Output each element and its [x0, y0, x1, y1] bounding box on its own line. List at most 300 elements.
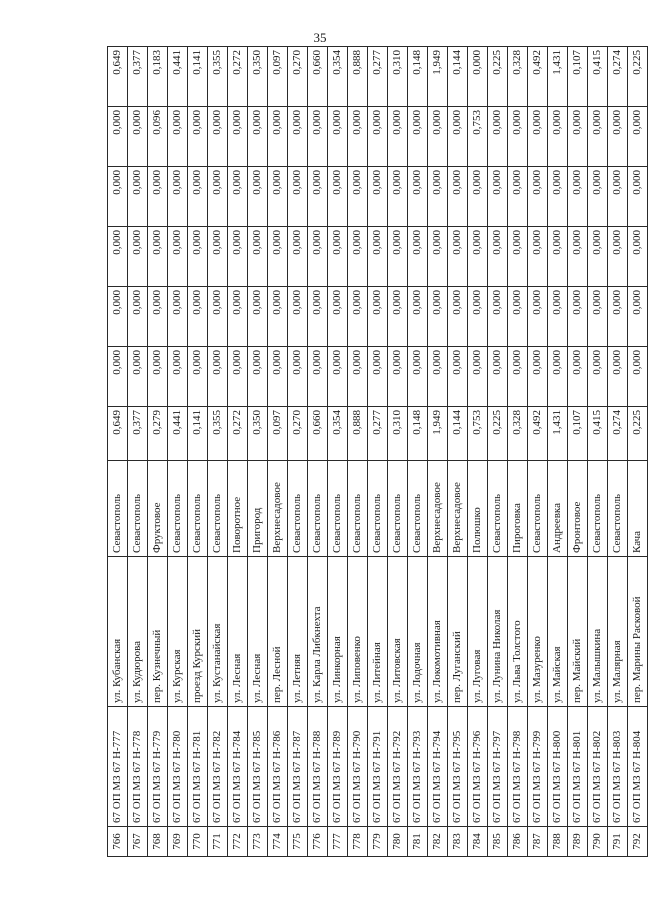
value-1-cell: 0,000 [268, 347, 288, 407]
road-id-cell: 67 ОП МЗ 67 Н-795 [448, 707, 468, 827]
value-6-cell: 0,354 [328, 47, 348, 107]
locality-cell: Андреевка [548, 461, 568, 557]
locality-cell: Севастополь [348, 461, 368, 557]
street-name-cell: ул. Линкорная [328, 557, 348, 707]
street-name-cell: ул. Литейная [368, 557, 388, 707]
value-6-cell: 1,431 [548, 47, 568, 107]
value-5-cell: 0,000 [328, 107, 348, 167]
value-4-cell: 0,000 [348, 167, 368, 227]
street-name-cell: ул. Лесная [228, 557, 248, 707]
value-5-cell: 0,000 [248, 107, 268, 167]
value-1-cell: 0,000 [488, 347, 508, 407]
value-5-cell: 0,000 [348, 107, 368, 167]
value-1-cell: 0,000 [588, 347, 608, 407]
value-1-cell: 0,000 [468, 347, 488, 407]
value-4-cell: 0,000 [628, 167, 648, 227]
locality-cell: Пригород [248, 461, 268, 557]
value-4-cell: 0,000 [328, 167, 348, 227]
value-2-cell: 0,000 [468, 287, 488, 347]
road-id-cell: 67 ОП МЗ 67 Н-780 [168, 707, 188, 827]
value-2-cell: 0,000 [588, 287, 608, 347]
locality-cell: Фруктовое [148, 461, 168, 557]
value-5-cell: 0,096 [148, 107, 168, 167]
value-6-cell: 0,328 [508, 47, 528, 107]
road-id-cell: 67 ОП МЗ 67 Н-792 [388, 707, 408, 827]
value-2-cell: 0,000 [608, 287, 628, 347]
value-3-cell: 0,000 [168, 227, 188, 287]
locality-cell: Фронтовое [568, 461, 588, 557]
value-5-cell: 0,000 [228, 107, 248, 167]
length-cell: 0,277 [368, 407, 388, 461]
value-5-cell: 0,000 [388, 107, 408, 167]
row-number-cell: 774 [268, 827, 288, 857]
value-3-cell: 0,000 [408, 227, 428, 287]
table-row [108, 47, 128, 857]
value-1-cell: 0,000 [108, 347, 128, 407]
road-id-cell: 67 ОП МЗ 67 Н-777 [108, 707, 128, 827]
table-row [448, 47, 468, 857]
value-6-cell: 0,660 [308, 47, 328, 107]
value-3-cell: 0,000 [348, 227, 368, 287]
value-3-cell: 0,000 [508, 227, 528, 287]
row-number-cell: 782 [428, 827, 448, 857]
value-3-cell: 0,000 [448, 227, 468, 287]
row-number-cell: 779 [368, 827, 388, 857]
road-id-cell: 67 ОП МЗ 67 Н-786 [268, 707, 288, 827]
locality-cell: Севастополь [408, 461, 428, 557]
value-6-cell: 0,183 [148, 47, 168, 107]
value-6-cell: 1,949 [428, 47, 448, 107]
value-2-cell: 0,000 [368, 287, 388, 347]
road-id-cell: 67 ОП МЗ 67 Н-789 [328, 707, 348, 827]
road-id-cell: 67 ОП МЗ 67 Н-803 [608, 707, 628, 827]
value-2-cell: 0,000 [248, 287, 268, 347]
table-row [488, 47, 508, 857]
table-row [228, 47, 248, 857]
value-3-cell: 0,000 [368, 227, 388, 287]
row-number-cell: 787 [528, 827, 548, 857]
length-cell: 0,354 [328, 407, 348, 461]
value-4-cell: 0,000 [228, 167, 248, 227]
value-1-cell: 0,000 [208, 347, 228, 407]
row-number-cell: 783 [448, 827, 468, 857]
value-2-cell: 0,000 [228, 287, 248, 347]
value-5-cell: 0,000 [528, 107, 548, 167]
value-4-cell: 0,000 [148, 167, 168, 227]
street-name-cell: ул. Кустанайская [208, 557, 228, 707]
street-name-cell: ул. Кубанская [108, 557, 128, 707]
value-5-cell: 0,000 [408, 107, 428, 167]
value-3-cell: 0,000 [228, 227, 248, 287]
value-1-cell: 0,000 [548, 347, 568, 407]
table-row [168, 47, 188, 857]
road-id-cell: 67 ОП МЗ 67 Н-778 [128, 707, 148, 827]
value-5-cell: 0,000 [588, 107, 608, 167]
locality-cell: Севастополь [108, 461, 128, 557]
value-6-cell: 0,441 [168, 47, 188, 107]
value-5-cell: 0,000 [568, 107, 588, 167]
table-row [328, 47, 348, 857]
value-4-cell: 0,000 [428, 167, 448, 227]
roads-register-table [107, 46, 648, 857]
value-1-cell: 0,000 [248, 347, 268, 407]
value-1-cell: 0,000 [628, 347, 648, 407]
street-name-cell: ул. Луговая [468, 557, 488, 707]
value-4-cell: 0,000 [248, 167, 268, 227]
value-2-cell: 0,000 [348, 287, 368, 347]
locality-cell: Севастополь [168, 461, 188, 557]
value-6-cell: 0,492 [528, 47, 548, 107]
value-6-cell: 0,148 [408, 47, 428, 107]
length-cell: 0,141 [188, 407, 208, 461]
value-6-cell: 0,355 [208, 47, 228, 107]
value-4-cell: 0,000 [608, 167, 628, 227]
table-row [408, 47, 428, 857]
value-2-cell: 0,000 [428, 287, 448, 347]
value-2-cell: 0,000 [108, 287, 128, 347]
row-number-cell: 789 [568, 827, 588, 857]
row-number-cell: 768 [148, 827, 168, 857]
row-number-cell: 766 [108, 827, 128, 857]
length-cell: 0,310 [388, 407, 408, 461]
value-4-cell: 0,000 [408, 167, 428, 227]
value-5-cell: 0,000 [448, 107, 468, 167]
value-3-cell: 0,000 [568, 227, 588, 287]
table-row [128, 47, 148, 857]
value-4-cell: 0,000 [568, 167, 588, 227]
value-2-cell: 0,000 [528, 287, 548, 347]
road-id-cell: 67 ОП МЗ 67 Н-802 [588, 707, 608, 827]
table-row [628, 47, 648, 857]
road-id-cell: 67 ОП МЗ 67 Н-801 [568, 707, 588, 827]
locality-cell: Севастополь [208, 461, 228, 557]
table-row [528, 47, 548, 857]
value-1-cell: 0,000 [408, 347, 428, 407]
row-number-cell: 776 [308, 827, 328, 857]
street-name-cell: ул. Локомотивная [428, 557, 448, 707]
road-id-cell: 67 ОП МЗ 67 Н-784 [228, 707, 248, 827]
value-1-cell: 0,000 [188, 347, 208, 407]
value-6-cell: 0,097 [268, 47, 288, 107]
table-row [548, 47, 568, 857]
street-name-cell: пер. Марины Расковой [628, 557, 648, 707]
locality-cell: Севастополь [128, 461, 148, 557]
street-name-cell: проезд Курский [188, 557, 208, 707]
street-name-cell: ул. Литовская [388, 557, 408, 707]
value-1-cell: 0,000 [348, 347, 368, 407]
value-1-cell: 0,000 [288, 347, 308, 407]
street-name-cell: пер. Лесной [268, 557, 288, 707]
value-2-cell: 0,000 [128, 287, 148, 347]
value-3-cell: 0,000 [528, 227, 548, 287]
value-5-cell: 0,000 [188, 107, 208, 167]
value-1-cell: 0,000 [448, 347, 468, 407]
value-3-cell: 0,000 [608, 227, 628, 287]
value-3-cell: 0,000 [328, 227, 348, 287]
length-cell: 0,144 [448, 407, 468, 461]
road-id-cell: 67 ОП МЗ 67 Н-797 [488, 707, 508, 827]
street-name-cell: ул. Майская [548, 557, 568, 707]
road-id-cell: 67 ОП МЗ 67 Н-796 [468, 707, 488, 827]
row-number-cell: 767 [128, 827, 148, 857]
table-row [608, 47, 628, 857]
locality-cell: Верхнесадовое [448, 461, 468, 557]
value-3-cell: 0,000 [128, 227, 148, 287]
road-id-cell: 67 ОП МЗ 67 Н-799 [528, 707, 548, 827]
value-6-cell: 0,270 [288, 47, 308, 107]
table-row [268, 47, 288, 857]
value-3-cell: 0,000 [268, 227, 288, 287]
road-id-cell: 67 ОП МЗ 67 Н-782 [208, 707, 228, 827]
length-cell: 0,328 [508, 407, 528, 461]
value-3-cell: 0,000 [388, 227, 408, 287]
value-1-cell: 0,000 [308, 347, 328, 407]
value-3-cell: 0,000 [208, 227, 228, 287]
value-5-cell: 0,000 [628, 107, 648, 167]
locality-cell: Поворотное [228, 461, 248, 557]
value-5-cell: 0,000 [488, 107, 508, 167]
value-1-cell: 0,000 [388, 347, 408, 407]
value-5-cell: 0,000 [608, 107, 628, 167]
road-id-cell: 67 ОП МЗ 67 Н-779 [148, 707, 168, 827]
length-cell: 0,097 [268, 407, 288, 461]
value-5-cell: 0,000 [368, 107, 388, 167]
locality-cell: Севастополь [288, 461, 308, 557]
value-4-cell: 0,000 [368, 167, 388, 227]
value-6-cell: 0,415 [588, 47, 608, 107]
street-name-cell: пер. Луганский [448, 557, 468, 707]
value-6-cell: 0,225 [628, 47, 648, 107]
length-cell: 0,107 [568, 407, 588, 461]
value-6-cell: 0,272 [228, 47, 248, 107]
locality-cell: Севастополь [328, 461, 348, 557]
value-1-cell: 0,000 [608, 347, 628, 407]
value-4-cell: 0,000 [388, 167, 408, 227]
table-body [108, 47, 648, 857]
value-1-cell: 0,000 [128, 347, 148, 407]
value-4-cell: 0,000 [468, 167, 488, 227]
value-6-cell: 0,144 [448, 47, 468, 107]
value-4-cell: 0,000 [188, 167, 208, 227]
value-6-cell: 0,350 [248, 47, 268, 107]
value-2-cell: 0,000 [328, 287, 348, 347]
value-3-cell: 0,000 [468, 227, 488, 287]
value-2-cell: 0,000 [268, 287, 288, 347]
length-cell: 0,148 [408, 407, 428, 461]
table-row [348, 47, 368, 857]
value-4-cell: 0,000 [588, 167, 608, 227]
row-number-cell: 769 [168, 827, 188, 857]
value-2-cell: 0,000 [168, 287, 188, 347]
road-id-cell: 67 ОП МЗ 67 Н-794 [428, 707, 448, 827]
value-3-cell: 0,000 [588, 227, 608, 287]
value-6-cell: 0,274 [608, 47, 628, 107]
locality-cell: Севастополь [488, 461, 508, 557]
value-6-cell: 0,107 [568, 47, 588, 107]
locality-cell: Севастополь [388, 461, 408, 557]
value-2-cell: 0,000 [308, 287, 328, 347]
value-1-cell: 0,000 [528, 347, 548, 407]
value-2-cell: 0,000 [628, 287, 648, 347]
length-cell: 0,270 [288, 407, 308, 461]
value-1-cell: 0,000 [368, 347, 388, 407]
value-6-cell: 0,225 [488, 47, 508, 107]
row-number-cell: 781 [408, 827, 428, 857]
value-1-cell: 0,000 [328, 347, 348, 407]
locality-cell: Пироговка [508, 461, 528, 557]
page-number: 35 [313, 30, 327, 45]
rotated-table-container [107, 47, 643, 857]
locality-cell: Севастополь [528, 461, 548, 557]
value-5-cell: 0,000 [428, 107, 448, 167]
street-name-cell: ул. Летняя [288, 557, 308, 707]
value-3-cell: 0,000 [188, 227, 208, 287]
locality-cell: Севастополь [588, 461, 608, 557]
length-cell: 1,949 [428, 407, 448, 461]
value-3-cell: 0,000 [248, 227, 268, 287]
value-2-cell: 0,000 [448, 287, 468, 347]
row-number-cell: 771 [208, 827, 228, 857]
table-row [568, 47, 588, 857]
street-name-cell: ул. Кудюрова [128, 557, 148, 707]
value-1-cell: 0,000 [148, 347, 168, 407]
road-id-cell: 67 ОП МЗ 67 Н-798 [508, 707, 528, 827]
length-cell: 0,660 [308, 407, 328, 461]
length-cell: 0,377 [128, 407, 148, 461]
road-id-cell: 67 ОП МЗ 67 Н-793 [408, 707, 428, 827]
value-1-cell: 0,000 [228, 347, 248, 407]
value-2-cell: 0,000 [548, 287, 568, 347]
table-row [188, 47, 208, 857]
value-6-cell: 0,377 [128, 47, 148, 107]
value-5-cell: 0,000 [168, 107, 188, 167]
value-1-cell: 0,000 [428, 347, 448, 407]
value-5-cell: 0,753 [468, 107, 488, 167]
row-number-cell: 792 [628, 827, 648, 857]
value-4-cell: 0,000 [528, 167, 548, 227]
row-number-cell: 775 [288, 827, 308, 857]
value-5-cell: 0,000 [548, 107, 568, 167]
value-4-cell: 0,000 [128, 167, 148, 227]
length-cell: 0,272 [228, 407, 248, 461]
value-2-cell: 0,000 [148, 287, 168, 347]
value-3-cell: 0,000 [308, 227, 328, 287]
value-3-cell: 0,000 [488, 227, 508, 287]
length-cell: 0,492 [528, 407, 548, 461]
value-4-cell: 0,000 [548, 167, 568, 227]
value-2-cell: 0,000 [288, 287, 308, 347]
locality-cell: Полюшко [468, 461, 488, 557]
length-cell: 0,274 [608, 407, 628, 461]
locality-cell: Севастополь [308, 461, 328, 557]
locality-cell: Севастополь [188, 461, 208, 557]
value-6-cell: 0,310 [388, 47, 408, 107]
length-cell: 0,350 [248, 407, 268, 461]
road-id-cell: 67 ОП МЗ 67 Н-788 [308, 707, 328, 827]
length-cell: 0,888 [348, 407, 368, 461]
row-number-cell: 791 [608, 827, 628, 857]
row-number-cell: 790 [588, 827, 608, 857]
value-6-cell: 0,649 [108, 47, 128, 107]
value-1-cell: 0,000 [168, 347, 188, 407]
locality-cell: Севастополь [368, 461, 388, 557]
value-6-cell: 0,888 [348, 47, 368, 107]
table-row [428, 47, 448, 857]
street-name-cell: ул. Липовенко [348, 557, 368, 707]
value-5-cell: 0,000 [128, 107, 148, 167]
value-5-cell: 0,000 [288, 107, 308, 167]
value-2-cell: 0,000 [388, 287, 408, 347]
road-id-cell: 67 ОП МЗ 67 Н-781 [188, 707, 208, 827]
length-cell: 0,355 [208, 407, 228, 461]
value-3-cell: 0,000 [548, 227, 568, 287]
value-1-cell: 0,000 [568, 347, 588, 407]
length-cell: 0,649 [108, 407, 128, 461]
value-5-cell: 0,000 [508, 107, 528, 167]
table-row [208, 47, 228, 857]
value-6-cell: 0,000 [468, 47, 488, 107]
value-4-cell: 0,000 [168, 167, 188, 227]
value-4-cell: 0,000 [488, 167, 508, 227]
length-cell: 1,431 [548, 407, 568, 461]
street-name-cell: ул. Малярная [608, 557, 628, 707]
road-id-cell: 67 ОП МЗ 67 Н-804 [628, 707, 648, 827]
table-row [148, 47, 168, 857]
street-name-cell: ул. Льва Толстого [508, 557, 528, 707]
value-2-cell: 0,000 [408, 287, 428, 347]
value-2-cell: 0,000 [508, 287, 528, 347]
value-3-cell: 0,000 [628, 227, 648, 287]
value-5-cell: 0,000 [108, 107, 128, 167]
street-name-cell: ул. Малышкина [588, 557, 608, 707]
road-id-cell: 67 ОП МЗ 67 Н-787 [288, 707, 308, 827]
row-number-cell: 784 [468, 827, 488, 857]
value-3-cell: 0,000 [428, 227, 448, 287]
value-5-cell: 0,000 [308, 107, 328, 167]
street-name-cell: ул. Лунина Николая [488, 557, 508, 707]
table-row [288, 47, 308, 857]
value-4-cell: 0,000 [208, 167, 228, 227]
value-4-cell: 0,000 [308, 167, 328, 227]
road-id-cell: 67 ОП МЗ 67 Н-785 [248, 707, 268, 827]
row-number-cell: 778 [348, 827, 368, 857]
length-cell: 0,415 [588, 407, 608, 461]
row-number-cell: 772 [228, 827, 248, 857]
road-id-cell: 67 ОП МЗ 67 Н-791 [368, 707, 388, 827]
value-3-cell: 0,000 [288, 227, 308, 287]
table-row [508, 47, 528, 857]
length-cell: 0,225 [488, 407, 508, 461]
street-name-cell: ул. Карла Либкнехта [308, 557, 328, 707]
value-2-cell: 0,000 [568, 287, 588, 347]
length-cell: 0,279 [148, 407, 168, 461]
value-6-cell: 0,141 [188, 47, 208, 107]
locality-cell: Верхнесадовое [428, 461, 448, 557]
table-row [368, 47, 388, 857]
value-2-cell: 0,000 [188, 287, 208, 347]
value-5-cell: 0,000 [268, 107, 288, 167]
table-row [468, 47, 488, 857]
locality-cell: Верхнесадовое [268, 461, 288, 557]
value-5-cell: 0,000 [208, 107, 228, 167]
value-2-cell: 0,000 [488, 287, 508, 347]
length-cell: 0,225 [628, 407, 648, 461]
value-4-cell: 0,000 [268, 167, 288, 227]
value-4-cell: 0,000 [108, 167, 128, 227]
road-id-cell: 67 ОП МЗ 67 Н-800 [548, 707, 568, 827]
value-4-cell: 0,000 [448, 167, 468, 227]
row-number-cell: 777 [328, 827, 348, 857]
